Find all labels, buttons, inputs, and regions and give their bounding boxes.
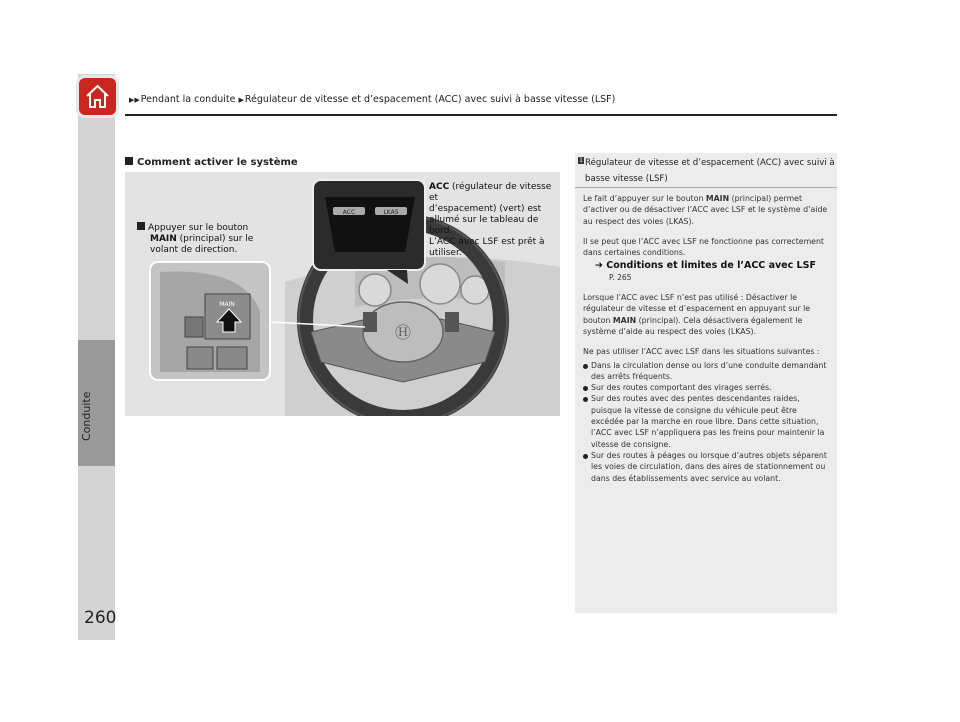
section-title-text: Comment activer le système [137,157,298,168]
callout-text: allumé sur le tableau de [429,215,539,225]
breadcrumb-arrow-icon: ▶▶ [129,96,140,104]
square-bullet-icon [137,222,145,230]
square-bullet-icon [125,157,133,165]
chapter-sidebar [78,74,115,640]
section-title [125,157,298,168]
callout-text: utiliser. [429,248,462,258]
reference-arrow-icon: ➔ [595,260,607,272]
svg-text:Ⓗ: Ⓗ [394,323,412,342]
situation-list [583,360,831,484]
notes-panel [575,153,837,613]
breadcrumb-item[interactable]: Régulateur de vitesse et d’espacement (ACC) avec suivi à basse vitesse (LSF) [244,94,616,105]
breadcrumb [129,94,615,105]
callout-main-button [137,222,253,256]
home-button[interactable] [79,78,116,115]
note-number-badge: 1 [579,157,583,164]
list-item: Sur des routes avec des pentes descendantes raides, puisque la vitesse de consigne du véhicule peut être excédée par la marche en roue libre. Dans cette situation, l’ACC avec LSF n’appliquera pas les freins pour maintenir la vitesse de consigne. [583,393,831,449]
chapter-label: Conduite [80,391,93,441]
dash-label-lkas: LKAS [383,209,399,216]
callout-bold: MAIN [150,234,177,244]
note-paragraph: Il se peut que l’ACC avec LSF ne fonctionne pas correctement dans certaines conditions. [583,236,824,258]
note-paragraph: Lorsque l’ACC avec LSF n’est pas utilisé : Désactiver le régulateur de vitesse et d’espacement en appuyant sur le bouton MAIN (principal). Cela désactivera également le système d’aide au respect des voies (LKAS). [583,293,811,336]
dashboard-illustration [125,172,560,416]
page-number: 260 [84,608,117,628]
list-item: Sur des routes à péages ou lorsque d’autres objets séparent les voies de circulation, dans des aires de stationnement ou dans des établissements avec service au volant. [583,450,831,484]
callout-text: (principal) sur le [176,234,254,244]
cross-reference-link[interactable] [595,260,831,283]
breadcrumb-item[interactable]: Pendant la conduite [140,94,236,105]
notes-body [583,193,831,484]
callout-bold: ACC [429,182,450,192]
header-rule [125,114,837,116]
reference-page: P. 265 [609,272,632,282]
callout-text: bord. [429,226,453,236]
notes-title: Régulateur de vitesse et d’espacement (ACC) avec suivi à basse vitesse (LSF) [585,158,835,184]
callout-acc-indicator [429,182,560,259]
callout-text: volant de direction. [150,245,238,255]
home-icon [84,83,111,110]
notes-header [575,153,837,188]
main-button-label: MAIN [219,301,235,308]
callout-text: Appuyer sur le bouton [148,223,249,233]
note-paragraph: Le fait d’appuyer sur le bouton MAIN (principal) permet d’activer ou de désactiver l’ACC avec LSF et le système d’aide au respect des voies (LKAS). [583,194,828,226]
dash-label-acc: ACC [342,209,356,216]
list-item: Sur des routes comportant des virages serrés. [583,382,831,393]
callout-text: d’espacement) (vert) est [429,204,542,214]
callout-text: (régulateur de vitesse et [429,182,552,203]
note-paragraph: Ne pas utiliser l’ACC avec LSF dans les situations suivantes : [583,347,820,357]
breadcrumb-arrow-icon: ▶ [238,96,244,104]
list-item: Dans la circulation dense ou lors d’une conduite demandant des arrêts fréquents. [583,360,831,383]
callout-text: L’ACC avec LSF est prêt à [429,237,545,247]
reference-title: Conditions et limites de l’ACC avec LSF [606,260,816,272]
